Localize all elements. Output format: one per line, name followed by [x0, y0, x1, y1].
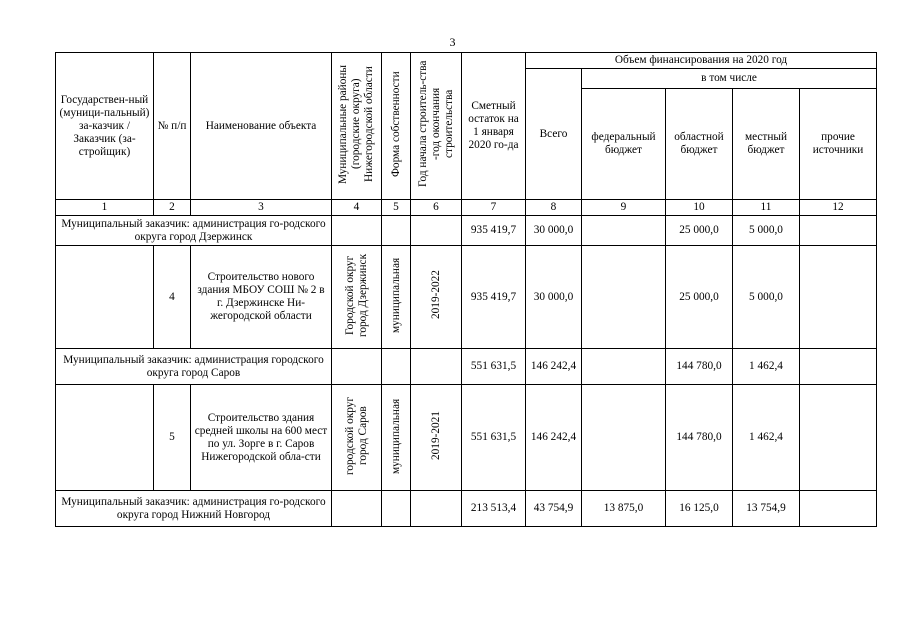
empty-cell [56, 246, 154, 349]
years-text: 2019-2022 [429, 270, 442, 320]
table-row [56, 246, 877, 349]
estimated-balance-cell: 213 513,4 [462, 491, 526, 527]
ownership-text: муниципальная [389, 257, 402, 333]
total-cell: 43 754,9 [526, 491, 582, 527]
empty-cell [411, 491, 462, 527]
municipal-district-text: Городской округ город Дзержинск [343, 253, 369, 337]
column-number: 1 [56, 200, 154, 216]
header-ownership-text: Форма собственности [389, 71, 402, 177]
empty-cell [332, 216, 382, 246]
other-cell [800, 216, 877, 246]
other-cell [800, 385, 877, 491]
local-cell: 1 462,4 [733, 349, 800, 385]
local-cell: 5 000,0 [733, 216, 800, 246]
column-number: 8 [526, 200, 582, 216]
column-number: 5 [382, 200, 411, 216]
column-number: 12 [800, 200, 877, 216]
municipal-district-cell [332, 385, 382, 491]
object-name-cell: Строительство нового здания МБОУ СОШ № 2 в г. Дзержинске Ни-жегородской области [191, 246, 332, 349]
empty-cell [382, 216, 411, 246]
years-cell [411, 385, 462, 491]
federal-cell [582, 349, 666, 385]
header-estimated-balance: Сметный остаток на 1 января 2020 го-да [462, 53, 526, 200]
estimated-balance-cell: 935 419,7 [462, 246, 526, 349]
column-number: 6 [411, 200, 462, 216]
federal-cell [582, 216, 666, 246]
municipal-district-cell [332, 246, 382, 349]
customer-cell: Муниципальный заказчик: администрация го-родского округа город Нижний Новгород [56, 491, 332, 527]
estimated-balance-cell: 935 419,7 [462, 216, 526, 246]
table-row [56, 491, 877, 527]
table-row [56, 216, 877, 246]
column-number: 3 [191, 200, 332, 216]
num-cell: 4 [154, 246, 191, 349]
regional-cell: 144 780,0 [666, 349, 733, 385]
other-cell [800, 491, 877, 527]
financing-table [55, 52, 877, 527]
empty-cell [56, 385, 154, 491]
header-municipal-district [332, 53, 382, 200]
total-cell: 30 000,0 [526, 246, 582, 349]
object-name-cell: Строительство здания средней школы на 600 мест по ул. Зорге в г. Саров Нижегородской обла-сти [191, 385, 332, 491]
empty-cell [411, 349, 462, 385]
column-number: 9 [582, 200, 666, 216]
header-local: местный бюджет [733, 89, 800, 200]
header-municipal-district-text: Муниципальные районы (городские округа) Нижегородской области [337, 64, 375, 184]
column-number: 2 [154, 200, 191, 216]
header-ownership [382, 53, 411, 200]
regional-cell: 25 000,0 [666, 246, 733, 349]
header-other: прочие источники [800, 89, 877, 200]
municipal-district-text: городской округ город Саров [343, 396, 369, 475]
estimated-balance-cell: 551 631,5 [462, 385, 526, 491]
empty-cell [411, 216, 462, 246]
empty-cell [332, 349, 382, 385]
page-number: 3 [449, 35, 456, 49]
customer-cell: Муниципальный заказчик: администрация го-родского округа город Дзержинск [56, 216, 332, 246]
total-cell: 146 242,4 [526, 385, 582, 491]
empty-cell [332, 491, 382, 527]
header-regional: областной бюджет [666, 89, 733, 200]
total-cell: 30 000,0 [526, 216, 582, 246]
header-funding-group: Объем финансирования на 2020 год [526, 53, 877, 69]
header-num: № п/п [154, 53, 191, 200]
years-text: 2019-2021 [429, 411, 442, 460]
header-customer: Государствен-ный (муници-пальный) за-казчик / Заказчик (за-стройщик) [56, 53, 154, 200]
ownership-cell [382, 385, 411, 491]
table-row [56, 385, 877, 491]
federal-cell [582, 246, 666, 349]
header-years-text: Год начала строитель-ства -год окончания строительства [416, 60, 455, 188]
header-object-name: Наименование объекта [191, 53, 332, 200]
table-row [56, 349, 877, 385]
column-number: 10 [666, 200, 733, 216]
federal-cell [582, 385, 666, 491]
header-years [411, 53, 462, 200]
other-cell [800, 246, 877, 349]
num-cell: 5 [154, 385, 191, 491]
regional-cell: 16 125,0 [666, 491, 733, 527]
regional-cell: 144 780,0 [666, 385, 733, 491]
empty-cell [382, 491, 411, 527]
ownership-cell [382, 246, 411, 349]
local-cell: 1 462,4 [733, 385, 800, 491]
regional-cell: 25 000,0 [666, 216, 733, 246]
customer-cell: Муниципальный заказчик: администрация городского округа город Саров [56, 349, 332, 385]
column-number: 7 [462, 200, 526, 216]
other-cell [800, 349, 877, 385]
column-number: 4 [332, 200, 382, 216]
local-cell: 5 000,0 [733, 246, 800, 349]
local-cell: 13 754,9 [733, 491, 800, 527]
federal-cell: 13 875,0 [582, 491, 666, 527]
estimated-balance-cell: 551 631,5 [462, 349, 526, 385]
header-federal: федеральный бюджет [582, 89, 666, 200]
empty-cell [382, 349, 411, 385]
header-total: Всего [526, 69, 582, 200]
total-cell: 146 242,4 [526, 349, 582, 385]
column-number: 11 [733, 200, 800, 216]
years-cell [411, 246, 462, 349]
header-including: в том числе [582, 69, 877, 89]
ownership-text: муниципальная [389, 397, 402, 474]
